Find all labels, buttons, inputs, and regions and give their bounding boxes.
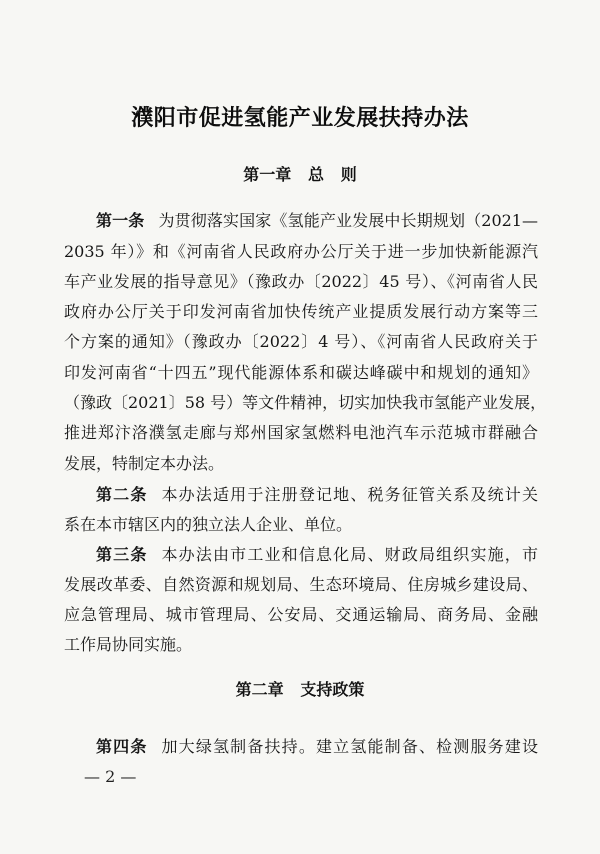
article-1-line-9: 发展，特制定本办法。 [64,454,225,473]
article-1-text: 为贯彻落实国家《氢能产业发展中长期规划（2021— [158,211,538,230]
article-1-line-2: 2035 年）》和《河南省人民政府办公厅关于进一步加快新能源汽 [64,242,538,261]
chapter-two-heading: 第二章 支持政策 [235,680,365,699]
article-4-line-1 [96,737,538,757]
chapter-one-heading: 第一章 总 则 [243,165,357,184]
article-2-line-1 [96,485,538,505]
article-1-line-7: （豫政〔2021〕58 号）等文件精神，切实加快我市氢能产业发展， [64,393,547,412]
article-2-label: 第二条 [96,485,148,504]
article-3-line-2: 发展改革委、自然资源和规划局、生态环境局、住房城乡建设局、 [64,575,538,594]
article-1-line-3: 车产业发展的指导意见》（豫政办〔2022〕45 号）、《河南省人民 [64,272,538,291]
article-3-line-4: 工作局协同实施。 [64,635,193,654]
article-3-label: 第三条 [96,545,148,564]
article-4-label: 第四条 [96,737,148,756]
article-1-line-8: 推进郑汴洛濮氢走廊与郑州国家氢燃料电池汽车示范城市群融合 [64,423,538,442]
article-3-line-3: 应急管理局、城市管理局、公安局、交通运输局、商务局、金融 [64,605,538,624]
article-1-line-6: 印发河南省“十四五”现代能源体系和碳达峰碳中和规划的通知》 [64,363,538,382]
page-number: — 2 — [84,767,137,786]
article-3-line-1 [96,545,538,565]
document-title: 濮阳市促进氢能产业发展扶持办法 [131,106,469,131]
article-2-text: 本办法适用于注册登记地、税务征管关系及统计关 [161,485,538,504]
article-1-line-1 [96,211,538,231]
article-1-label: 第一条 [96,211,145,230]
article-4-text: 加大绿氢制备扶持。建立氢能制备、检测服务建设 [161,737,538,756]
article-1-line-4: 政府办公厅关于印发河南省加快传统产业提质发展行动方案等三 [64,302,538,321]
article-2-line-2: 系在本市辖区内的独立法人企业、单位。 [64,515,353,534]
article-1-line-5: 个方案的通知》（豫政办〔2022〕4 号）、《河南省人民政府关于 [64,332,538,351]
article-3-text: 本办法由市工业和信息化局、财政局组织实施，市 [161,545,538,564]
